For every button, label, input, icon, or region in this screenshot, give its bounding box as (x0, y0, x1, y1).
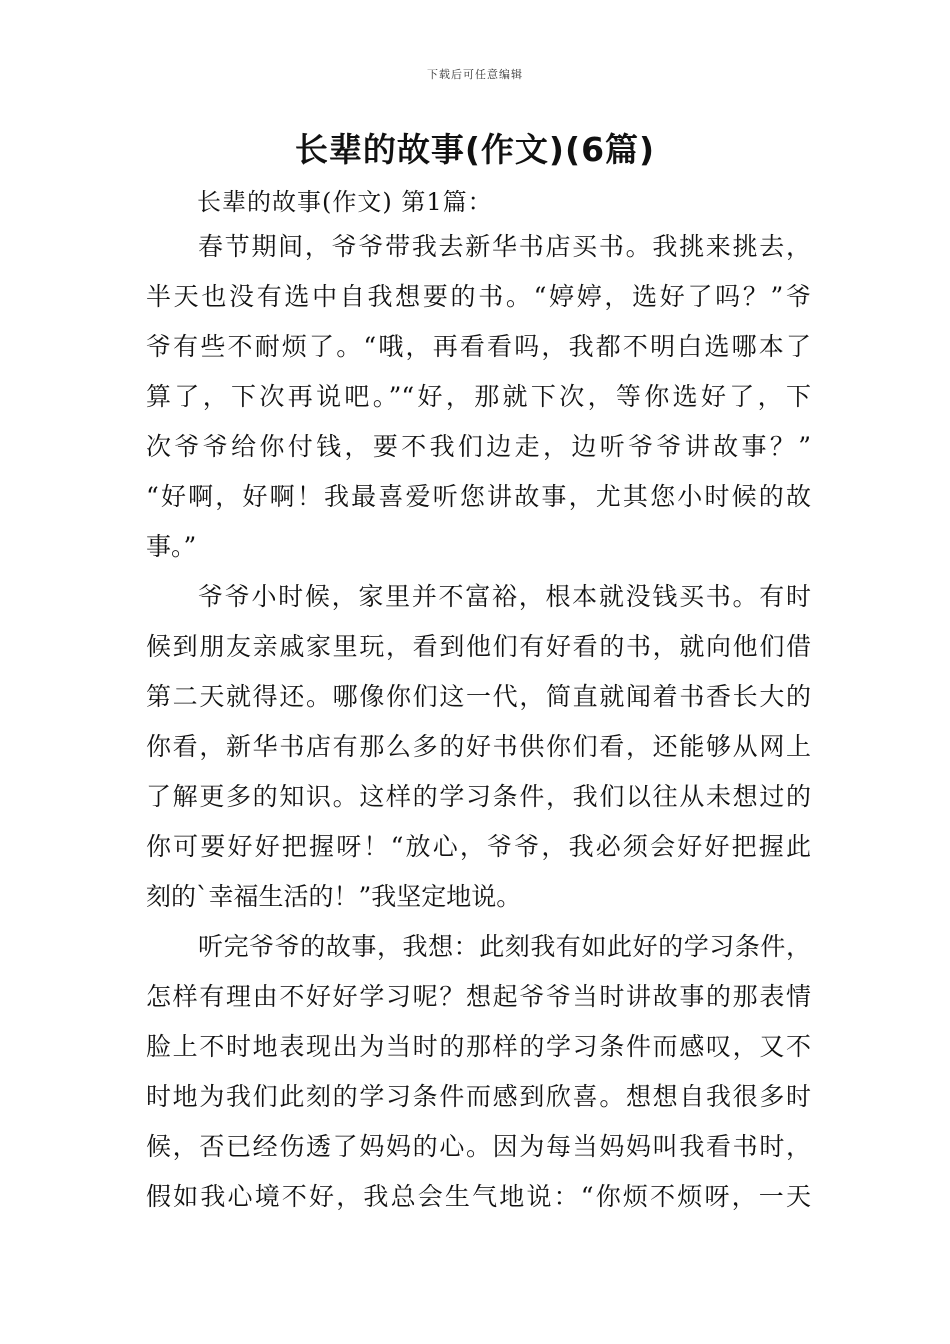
paragraph-1-line-1: 春节期间，爷爷带我去新华书店买书。我挑来挑去， (198, 232, 811, 261)
paragraph-2-line-3: 第二天就得还。哪像你们这一代，简直就闻着书香长大的 (146, 682, 811, 711)
header-note: 下载后可任意编辑 (427, 68, 523, 81)
paragraph-1-line-5: 次爷爷给你付钱，要不我们边走，边听爷爷讲故事？” (146, 432, 811, 461)
paragraph-2-line-2: 候到朋友亲戚家里玩，看到他们有好看的书，就向他们借 (146, 632, 811, 661)
paragraph-1-line-4: 算了，下次再说吧。”“好，那就下次，等你选好了，下 (146, 382, 811, 411)
paragraph-3-line-3: 脸上不时地表现出为当时的那样的学习条件而感叹，又不 (146, 1032, 811, 1061)
paragraph-2-line-1: 爷爷小时候，家里并不富裕，根本就没钱买书。有时 (198, 582, 811, 611)
paragraph-3-line-2: 怎样有理由不好好学习呢？想起爷爷当时讲故事的那表情 (146, 982, 811, 1011)
paragraph-3-line-5: 候，否已经伤透了妈妈的心。因为每当妈妈叫我看书时， (146, 1132, 811, 1161)
paragraph-3-line-4: 时地为我们此刻的学习条件而感到欣喜。想想自我很多时 (146, 1082, 811, 1111)
paragraph-1-line-6: “好啊，好啊！我最喜爱听您讲故事，尤其您小时候的故 (146, 482, 811, 511)
paragraph-2-line-7: 刻的`幸福生活的！”我坚定地说。 (146, 882, 522, 911)
paragraph-2-line-5: 了解更多的知识。这样的学习条件，我们以往从未想过的 (146, 782, 811, 811)
document-title: 长辈的故事(作文)(6篇) (294, 130, 656, 169)
section-heading: 长辈的故事(作文) 第1篇： (197, 188, 493, 216)
paragraph-3-line-6: 假如我心境不好，我总会生气地说：“你烦不烦呀，一天 (146, 1182, 811, 1211)
paragraph-1-line-3: 爷有些不耐烦了。“哦，再看看吗，我都不明白选哪本了 (146, 332, 811, 361)
paragraph-1-line-7: 事。” (146, 532, 197, 561)
paragraph-1-line-2: 半天也没有选中自我想要的书。“婷婷，选好了吗？”爷 (146, 282, 811, 311)
paragraph-2-line-4: 你看，新华书店有那么多的好书供你们看，还能够从网上 (146, 732, 811, 761)
paragraph-3-line-1: 听完爷爷的故事，我想：此刻我有如此好的学习条件， (198, 932, 811, 961)
document-body (146, 222, 811, 1222)
paragraph-2-line-6: 你可要好好把握呀！“放心，爷爷，我必须会好好把握此 (146, 832, 811, 861)
